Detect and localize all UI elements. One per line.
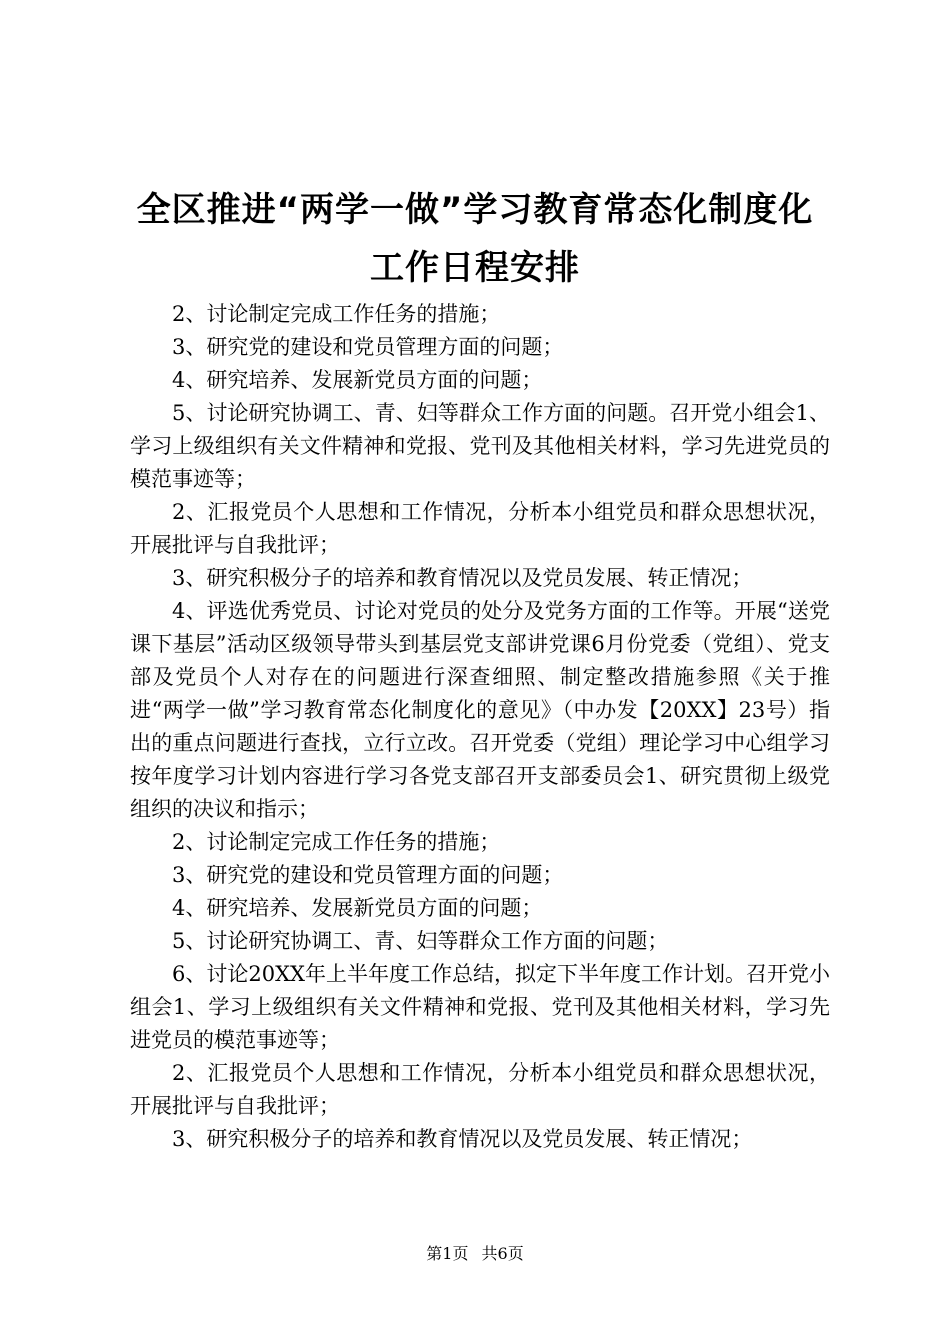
paragraph: 3、研究积极分子的培养和教育情况以及党员发展、转正情况； — [172, 566, 753, 590]
paragraph: 2、讨论制定完成工作任务的措施； — [172, 302, 501, 326]
page-footer — [0, 1244, 950, 1264]
paragraph: 4、评选优秀党员、讨论对党员的处分及党务方面的工作等。开展“送党课下基层”活动区级领导带头到基层党支部讲党课6月份党委（党组）、党支部及党员个人对存在的问题进行深查细照、制定整改措施参照《关于推进“两学一做”学习教育常态化制度化的意见》（中办发【20XX】23号）指出的重点问题进行查找，立行立改。召开党委（党组）理论学习中心组学习按年度学习计划内容进行学习各党支部召开支部委员会1、研究贯彻上级党组织的决议和指示； — [130, 599, 830, 821]
paragraph: 5、讨论研究协调工、青、妇等群众工作方面的问题； — [172, 929, 669, 953]
paragraph: 3、研究党的建设和党员管理方面的问题； — [172, 863, 564, 887]
paragraph: 6、讨论20XX年上半年度工作总结，拟定下半年度工作计划。召开党小组会1、学习上级组织有关文件精神和党报、党刊及其他相关材料，学习先进党员的模范事迹等； — [130, 962, 830, 1052]
page-number: 第1页 — [426, 1244, 469, 1263]
document-title-line-1: 全区推进“两学一做”学习教育常态化制度化 — [136, 190, 814, 230]
paragraph: 2、汇报党员个人思想和工作情况，分析本小组党员和群众思想状况，开展批评与自我批评； — [130, 1061, 830, 1118]
paragraph: 5、讨论研究协调工、青、妇等群众工作方面的问题。召开党小组会1、学习上级组织有关文件精神和党报、党刊及其他相关材料，学习先进党员的模范事迹等； — [130, 401, 830, 491]
paragraph: 3、研究党的建设和党员管理方面的问题； — [172, 335, 564, 359]
page-total: 共6页 — [481, 1244, 524, 1263]
paragraph: 2、讨论制定完成工作任务的措施； — [172, 830, 501, 854]
document-body — [130, 298, 830, 1156]
paragraph: 4、研究培养、发展新党员方面的问题； — [172, 368, 543, 392]
document-title-line-2: 工作日程安排 — [370, 248, 580, 288]
paragraph: 3、研究积极分子的培养和教育情况以及党员发展、转正情况； — [172, 1127, 753, 1151]
paragraph: 2、汇报党员个人思想和工作情况，分析本小组党员和群众思想状况，开展批评与自我批评； — [130, 500, 830, 557]
paragraph: 4、研究培养、发展新党员方面的问题； — [172, 896, 543, 920]
